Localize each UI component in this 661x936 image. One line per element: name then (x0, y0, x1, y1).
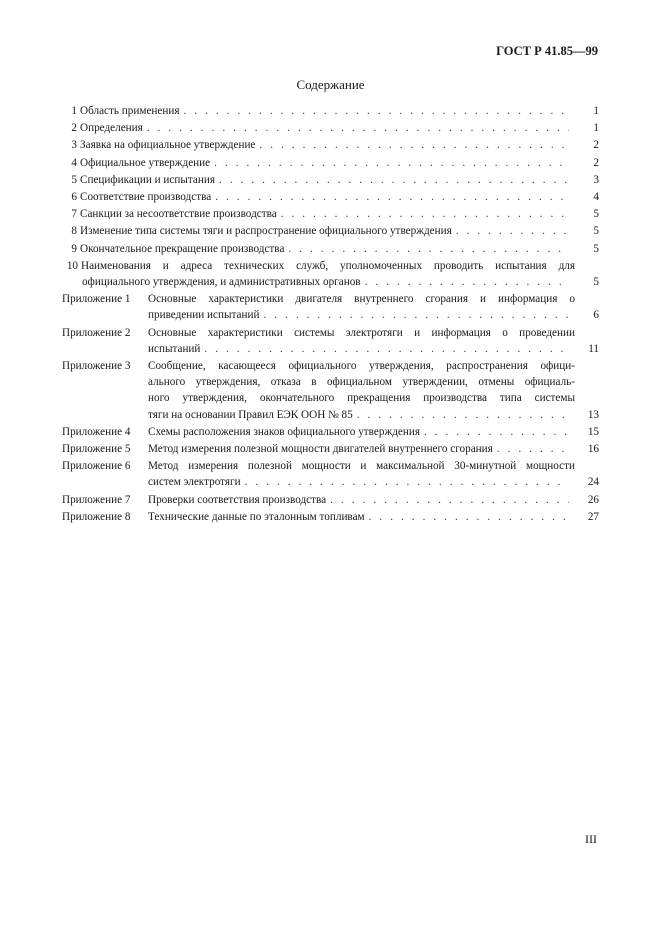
leader-dots (263, 307, 569, 323)
section-number: 2 (71, 122, 77, 135)
appendix-title-line: ального утверждения, отказа в официальном утверждении, отмены официаль- (148, 376, 575, 389)
toc-entry-appendix-6[interactable] (62, 458, 599, 490)
section-title: Область применения (80, 105, 180, 117)
toc-entry-section-9[interactable] (62, 241, 599, 257)
appendix-title-line: тяги на основании Правил ЕЭК ООН № 85 (148, 408, 353, 421)
leader-dots (357, 407, 569, 423)
appendix-label: Приложение 2 (62, 326, 131, 339)
toc-entry-section-2[interactable] (62, 120, 599, 136)
leader-dots (497, 441, 569, 457)
leader-dots (147, 120, 569, 136)
page-ref: 11 (588, 342, 599, 355)
leader-dots (219, 172, 569, 188)
page-ref: 2 (593, 139, 599, 152)
appendix-title-line: Технические данные по эталонным топливам (148, 510, 365, 523)
page-ref: 5 (593, 225, 599, 238)
page-ref: 26 (587, 493, 599, 506)
leader-dots (288, 241, 569, 257)
appendix-title-line: Проверки соответствия производства (148, 493, 327, 506)
page-ref: 1 (593, 122, 599, 135)
section-number: 1 (71, 105, 77, 117)
toc-entry-section-4[interactable] (62, 155, 599, 171)
toc-entry-appendix-1[interactable] (62, 291, 599, 323)
section-title-line: официального утверждения, и административных органов (82, 276, 361, 289)
toc-entry-appendix-4[interactable] (62, 424, 599, 440)
toc-entry-section-8[interactable] (62, 223, 599, 239)
appendix-label: Приложение 1 (62, 293, 131, 306)
page-ref: 13 (587, 408, 599, 421)
leader-dots (183, 103, 569, 119)
leader-dots (330, 492, 569, 508)
leader-dots (281, 206, 569, 222)
appendix-title-line: Основные характеристики системы электротяги и информация о проведении (148, 326, 575, 339)
appendix-title-line: Схемы расположения знаков официального утверждения (148, 425, 420, 438)
toc-entry-appendix-5[interactable] (62, 441, 599, 457)
section-title: Официальное утверждение (80, 156, 211, 169)
page-ref: 1 (593, 105, 599, 117)
leader-dots (259, 137, 569, 153)
leader-dots (365, 274, 569, 290)
toc-entry-appendix-3[interactable] (62, 358, 599, 423)
toc-entry-appendix-8[interactable] (62, 509, 599, 525)
page-ref: 6 (593, 309, 599, 322)
appendix-label: Приложение 8 (62, 510, 131, 523)
appendix-label: Приложение 3 (62, 360, 131, 373)
appendix-label: Приложение 5 (62, 443, 131, 456)
toc-entry-section-10[interactable] (62, 258, 599, 290)
page-ref: 27 (587, 510, 599, 523)
section-number: 8 (71, 225, 77, 238)
toc-entry-appendix-7[interactable] (62, 492, 599, 508)
page-ref: 24 (587, 476, 599, 489)
appendix-title-line: Метод измерения полезной мощности двигателей внутреннего сгорания (148, 443, 493, 456)
leader-dots (456, 223, 569, 239)
page-ref: 5 (593, 242, 599, 255)
toc-entry-section-7[interactable] (62, 206, 599, 222)
page-ref: 2 (593, 156, 599, 169)
toc-entry-appendix-2[interactable] (62, 325, 599, 357)
appendix-title-line: приведении испытаний (148, 309, 260, 322)
leader-dots (204, 341, 569, 357)
section-title: Определения (80, 122, 143, 135)
appendix-label: Приложение 6 (62, 460, 131, 473)
section-number: 10 (66, 259, 78, 272)
document-code: ГОСТ Р 41.85—99 (496, 44, 598, 58)
toc-entry-section-3[interactable] (62, 137, 599, 153)
page-ref: 5 (593, 276, 599, 289)
table-of-contents (62, 103, 599, 526)
appendix-title-line: ного утверждения, окончательного прекращения производства типа системы (148, 392, 575, 405)
section-number: 7 (71, 208, 77, 221)
page-ref: 5 (593, 208, 599, 221)
section-number: 4 (71, 156, 77, 169)
leader-dots (215, 189, 569, 205)
page-ref: 4 (593, 191, 599, 204)
appendix-title-line: систем электротяги (148, 476, 241, 489)
section-title: Спецификации и испытания (80, 173, 215, 186)
toc-entry-section-1[interactable] (62, 103, 599, 119)
appendix-title-line: Метод измерения полезной мощности и максимальной 30-минутной мощности (148, 460, 575, 473)
leader-dots (245, 474, 569, 490)
leader-dots (214, 155, 569, 171)
appendix-label: Приложение 4 (62, 425, 131, 438)
leader-dots (369, 509, 569, 525)
section-title: Окончательное прекращение производства (80, 242, 285, 255)
toc-entry-section-5[interactable] (62, 172, 599, 188)
leader-dots (424, 424, 569, 440)
appendix-title-line: Основные характеристики двигателя внутреннего сгорания и информация о (148, 293, 575, 306)
page-ref: 15 (587, 425, 599, 438)
appendix-title-line: Сообщение, касающееся официального утверждения, распространения офици- (148, 360, 575, 373)
section-title-line: Наименования и адреса технических служб, уполномоченных проводить испытания для (81, 259, 575, 272)
toc-title: Содержание (296, 77, 365, 92)
section-number: 3 (71, 139, 77, 152)
section-number: 9 (71, 242, 77, 255)
toc-entry-section-6[interactable] (62, 189, 599, 205)
page-number: III (585, 832, 597, 846)
section-title: Соответствие производства (80, 191, 212, 204)
appendix-label: Приложение 7 (62, 493, 131, 506)
section-title: Заявка на официальное утверждение (80, 139, 256, 152)
section-title: Санкции за несоответствие производства (80, 208, 277, 221)
page-ref: 16 (587, 443, 599, 456)
page-ref: 3 (593, 173, 599, 186)
section-number: 6 (71, 191, 77, 204)
section-number: 5 (71, 173, 77, 186)
appendix-title-line: испытаний (148, 342, 201, 355)
section-title: Изменение типа системы тяги и распространение официального утверждения (80, 225, 452, 238)
